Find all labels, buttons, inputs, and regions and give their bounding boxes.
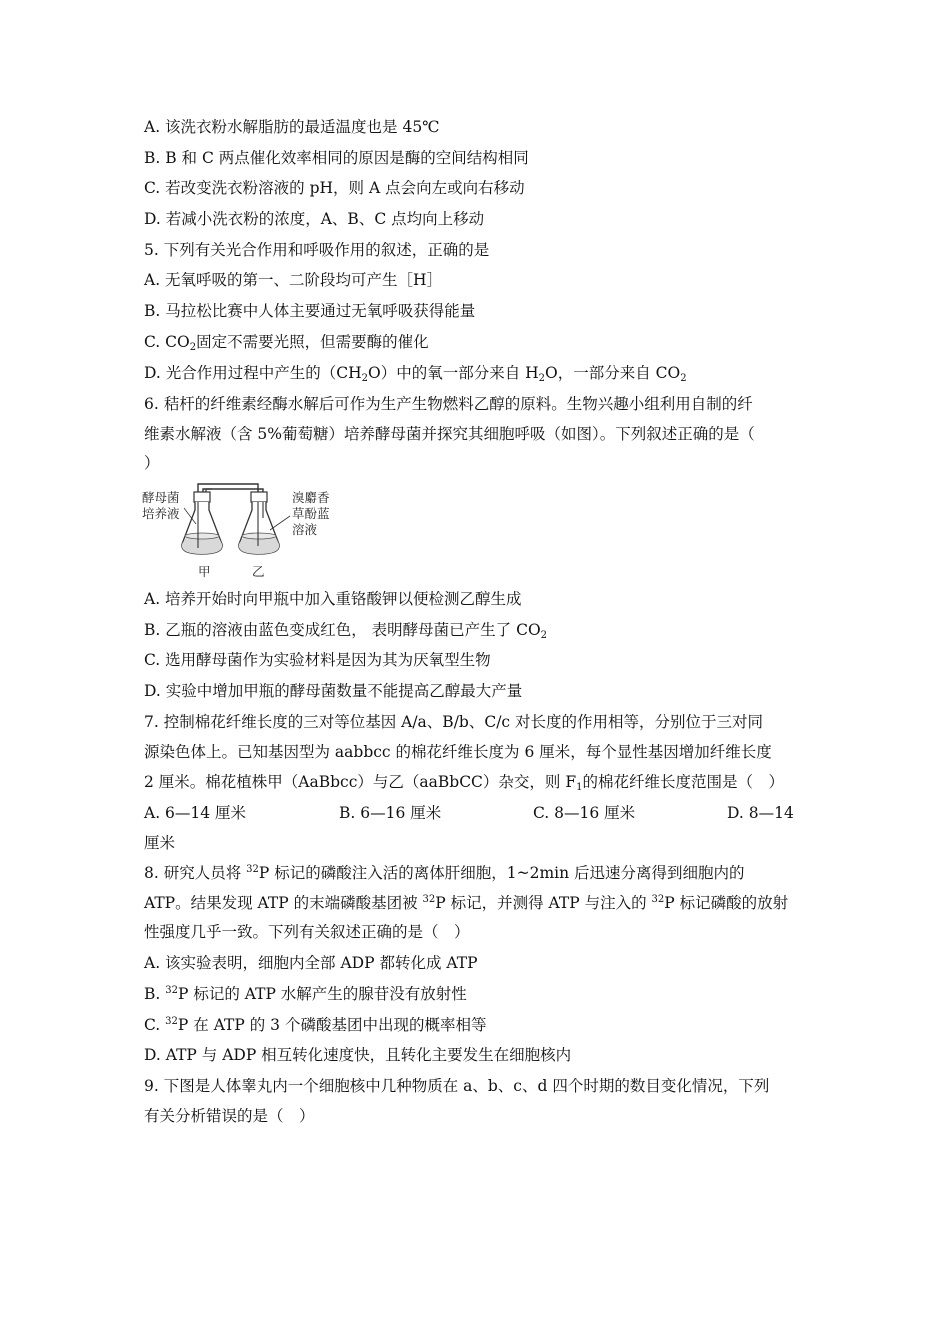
fig-label-right-2: 草酚蓝 (292, 506, 330, 521)
q8-stem-line-1: 8. 研究人员将 $^{32}$P 标记的磷酸注入活的离体肝细胞，1~2min 后迅速分离得到细胞内的 (144, 864, 745, 882)
q4-option-b: B. B 和 C 两点催化效率相同的原因是酶的空间结构相同 (144, 149, 529, 167)
q9-stem-line-2: 有关分析错误的是（ ） (144, 1107, 315, 1125)
flask-yi (239, 492, 279, 554)
flask-jia (182, 492, 222, 554)
q7-option-d: D. 8—14 (727, 804, 794, 822)
q7-stem-line-3: 2 厘米。棉花植株甲（AaBbcc）与乙（aaBbCC）杂交，则 $F_1$的棉花纤维长度范围是（ ） (144, 773, 784, 793)
q7-option-c: C. 8—16 厘米 (533, 804, 636, 822)
fig-label-yi: 乙 (252, 564, 265, 579)
q4-option-c: C. 若改变洗衣粉溶液的 pH，则 A 点会向左或向右移动 (144, 179, 525, 197)
q5-option-d: D. 光合作用过程中产生的$(CH_2O)$中的氧一部分来自 $H_2O$，一部分来自 $CO_2$ (144, 364, 687, 384)
q6-flask-diagram (140, 478, 340, 584)
q8-stem-line-3: 性强度几乎一致。下列有关叙述正确的是（ ） (144, 923, 470, 941)
q6-stem-line-2: 维素水解液（含 5%葡萄糖）培养酵母菌并探究其细胞呼吸（如图）。下列叙述正确的是（ (144, 425, 755, 443)
q4-option-a: A. 该洗衣粉水解脂肪的最适温度也是 45℃ (144, 118, 440, 136)
q5-option-b: B. 马拉松比赛中人体主要通过无氧呼吸获得能量 (144, 302, 476, 320)
q6-option-d: D. 实验中增加甲瓶的酵母菌数量不能提高乙醇最大产量 (144, 682, 523, 700)
q5-option-c: C. $CO_2$固定不需要光照，但需要酶的催化 (144, 333, 429, 353)
q8-option-d: D. ATP 与 ADP 相互转化速度快，且转化主要发生在细胞核内 (144, 1046, 572, 1064)
fig-label-left-2: 培养液 (142, 506, 180, 521)
q4-option-d: D. 若减小洗衣粉的浓度，A、B、C 点均向上移动 (144, 210, 485, 228)
fig-label-right-1: 溴麝香 (292, 490, 330, 505)
q6-stem-line-1: 6. 秸杆的纤维素经酶水解后可作为生产生物燃料乙醇的原料。生物兴趣小组利用自制的纤 (144, 395, 753, 413)
q8-stem-line-2: ATP。结果发现 ATP 的末端磷酸基团被 $^{32}$P 标记，并测得 ATP 与注入的 $^{32}$P 标记磷酸的放射 (144, 894, 789, 912)
q8-option-b: B. $^{32}$P 标记的 ATP 水解产生的腺苷没有放射性 (144, 985, 467, 1003)
q6-stem-line-3: ） (144, 454, 160, 472)
fig-label-jia: 甲 (198, 564, 211, 579)
q6-option-b: B. 乙瓶的溶液由蓝色变成红色， 表明酵母菌已产生了 $CO_2$ (144, 621, 548, 641)
fig-label-right-3: 溶液 (292, 522, 318, 537)
q8-option-c: C. $^{32}$P 在 ATP 的 3 个磷酸基团中出现的概率相等 (144, 1016, 487, 1034)
q6-option-a: A. 培养开始时向甲瓶中加入重铬酸钾以便检测乙醇生成 (144, 590, 522, 608)
q9-stem-line-1: 9. 下图是人体睾丸内一个细胞核中几种物质在 a、b、c、d 四个时期的数目变化情况，下列 (144, 1077, 770, 1095)
q7-option-a: A. 6—14 厘米 (144, 804, 247, 822)
q6-option-c: C. 选用酵母菌作为实验材料是因为其为厌氧型生物 (144, 651, 491, 669)
q5-option-a: A. 无氧呼吸的第一、二阶段均可产生［H］ (144, 271, 443, 289)
q7-stem-line-1: 7. 控制棉花纤维长度的三对等位基因 A/a、B/b、C/c 对长度的作用相等，分别位于三对同 (144, 713, 764, 731)
q5-stem: 5. 下列有关光合作用和呼吸作用的叙述，正确的是 (144, 241, 490, 259)
q8-option-a: A. 该实验表明，细胞内全部 ADP 都转化成 ATP (144, 954, 478, 972)
q7-option-b: B. 6—16 厘米 (339, 804, 442, 822)
q7-stem-line-2: 源染色体上。已知基因型为 aabbcc 的棉花纤维长度为 6 厘米，每个显性基因增加纤维长度 (144, 743, 772, 761)
q7-option-d-cont: 厘米 (144, 834, 176, 852)
fig-label-left-1: 酵母菌 (142, 490, 180, 505)
